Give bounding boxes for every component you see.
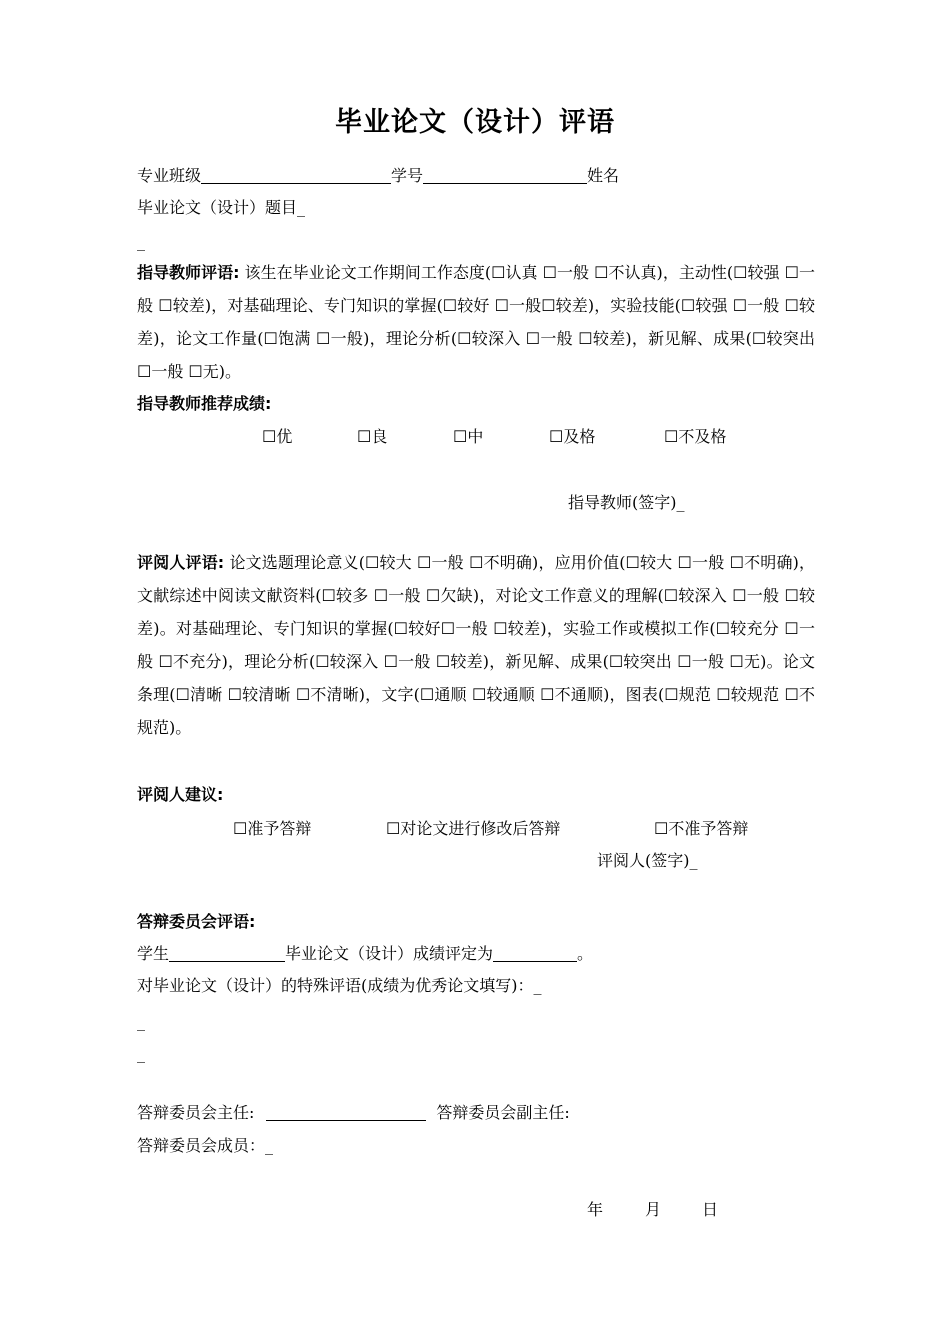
advisor-signature[interactable]: 指导教师(签字)_ xyxy=(568,493,685,512)
option-allow-defense[interactable]: ☐准予答辩 xyxy=(233,819,312,838)
advisor-comment-block xyxy=(137,256,815,388)
name-label: 姓名 xyxy=(587,166,620,185)
topic-field[interactable]: _ xyxy=(297,198,306,217)
major-class-label: 专业班级 xyxy=(137,166,202,185)
student-name-field[interactable] xyxy=(169,945,285,962)
grade-assessment-text: 毕业论文（设计）成绩评定为 xyxy=(285,944,494,963)
option-deny-defense[interactable]: ☐不准予答辩 xyxy=(654,819,749,838)
advisor-grade-heading: 指导教师推荐成绩: xyxy=(137,394,272,413)
committee-grade-row xyxy=(137,944,816,964)
committee-chair-row xyxy=(137,1103,816,1123)
advisor-heading: 指导教师评语: xyxy=(137,263,240,282)
student-id-label: 学号 xyxy=(391,166,424,185)
grade-option-pass[interactable]: ☐及格 xyxy=(549,427,596,446)
grade-period: 。 xyxy=(577,944,594,963)
special-comment-line-2[interactable]: _ xyxy=(137,1044,145,1063)
topic-second-line[interactable]: _ xyxy=(137,232,145,251)
option-revise-then-defense[interactable]: ☐对论文进行修改后答辩 xyxy=(386,819,561,838)
reviewer-comment-block xyxy=(137,546,815,744)
chair-field[interactable] xyxy=(266,1104,426,1121)
major-class-field[interactable] xyxy=(201,167,391,184)
date-month: 月 xyxy=(645,1200,662,1219)
chair-label: 答辩委员会主任: xyxy=(137,1103,255,1122)
special-comment-line-1[interactable]: _ xyxy=(137,1012,145,1031)
committee-heading: 答辩委员会评语: xyxy=(137,912,256,931)
reviewer-signature[interactable]: 评阅人(签字)_ xyxy=(597,851,698,870)
grade-option-fail[interactable]: ☐不及格 xyxy=(664,427,727,446)
reviewer-heading: 评阅人评语: xyxy=(137,553,225,572)
student-info-row xyxy=(137,166,816,186)
final-grade-field[interactable] xyxy=(493,945,577,962)
page-title: 毕业论文（设计）评语 xyxy=(335,107,615,138)
reviewer-comment: 论文选题理论意义(☐较大 ☐一般 ☐不明确)，应用价值(☐较大 ☐一般 ☐不明确)，文献综述中阅读文献资料(☐较多 ☐一般 ☐欠缺)，对论文工作意义的理解(☐较深入 ☐一般 ☐较差)。对基础理论、专门知识的掌握(☐较好☐一般 ☐较差)，实验工作或模拟工作(☐较充分 ☐一般 ☐不充分)，理论分析(☐较深入 ☐一般 ☐较差)，新见解、成果(☐较突出 ☐一般 ☐无)。论文条理(☐清晰 ☐较清晰 ☐不清晰)，文字(☐通顺 ☐较通顺 ☐不通顺)，图表(☐规范 ☐较规范 ☐不规范)。 xyxy=(137,553,815,737)
date-year: 年 xyxy=(587,1200,604,1219)
topic-label: 毕业论文（设计）题目 xyxy=(137,198,298,217)
topic-row xyxy=(137,198,816,218)
date-day: 日 xyxy=(702,1200,719,1219)
advisor-grade-options xyxy=(0,424,950,446)
committee-members-row[interactable]: 答辩委员会成员：_ xyxy=(137,1136,274,1155)
grade-option-excellent[interactable]: ☐优 xyxy=(262,427,293,446)
special-comment-row[interactable]: 对毕业论文（设计）的特殊评语(成绩为优秀论文填写)：_ xyxy=(137,976,542,995)
reviewer-suggestion-heading: 评阅人建议: xyxy=(137,785,224,804)
student-label: 学生 xyxy=(137,944,170,963)
grade-option-good[interactable]: ☐良 xyxy=(357,427,388,446)
vice-chair-label: 答辩委员会副主任: xyxy=(436,1103,570,1122)
advisor-comment: 该生在毕业论文工作期间工作态度(☐认真 ☐一般 ☐不认真)，主动性(☐较强 ☐一般 ☐较差)，对基础理论、专门知识的掌握(☐较好 ☐一般☐较差)，实验技能(☐较强 ☐一般 ☐较差)，论文工作量(☐饱满 ☐一般)，理论分析(☐较深入 ☐一般 ☐较差)，新见解、成果(☐较突出 ☐一般 ☐无)。 xyxy=(137,263,815,381)
student-id-field[interactable] xyxy=(423,167,587,184)
grade-option-medium[interactable]: ☐中 xyxy=(453,427,484,446)
